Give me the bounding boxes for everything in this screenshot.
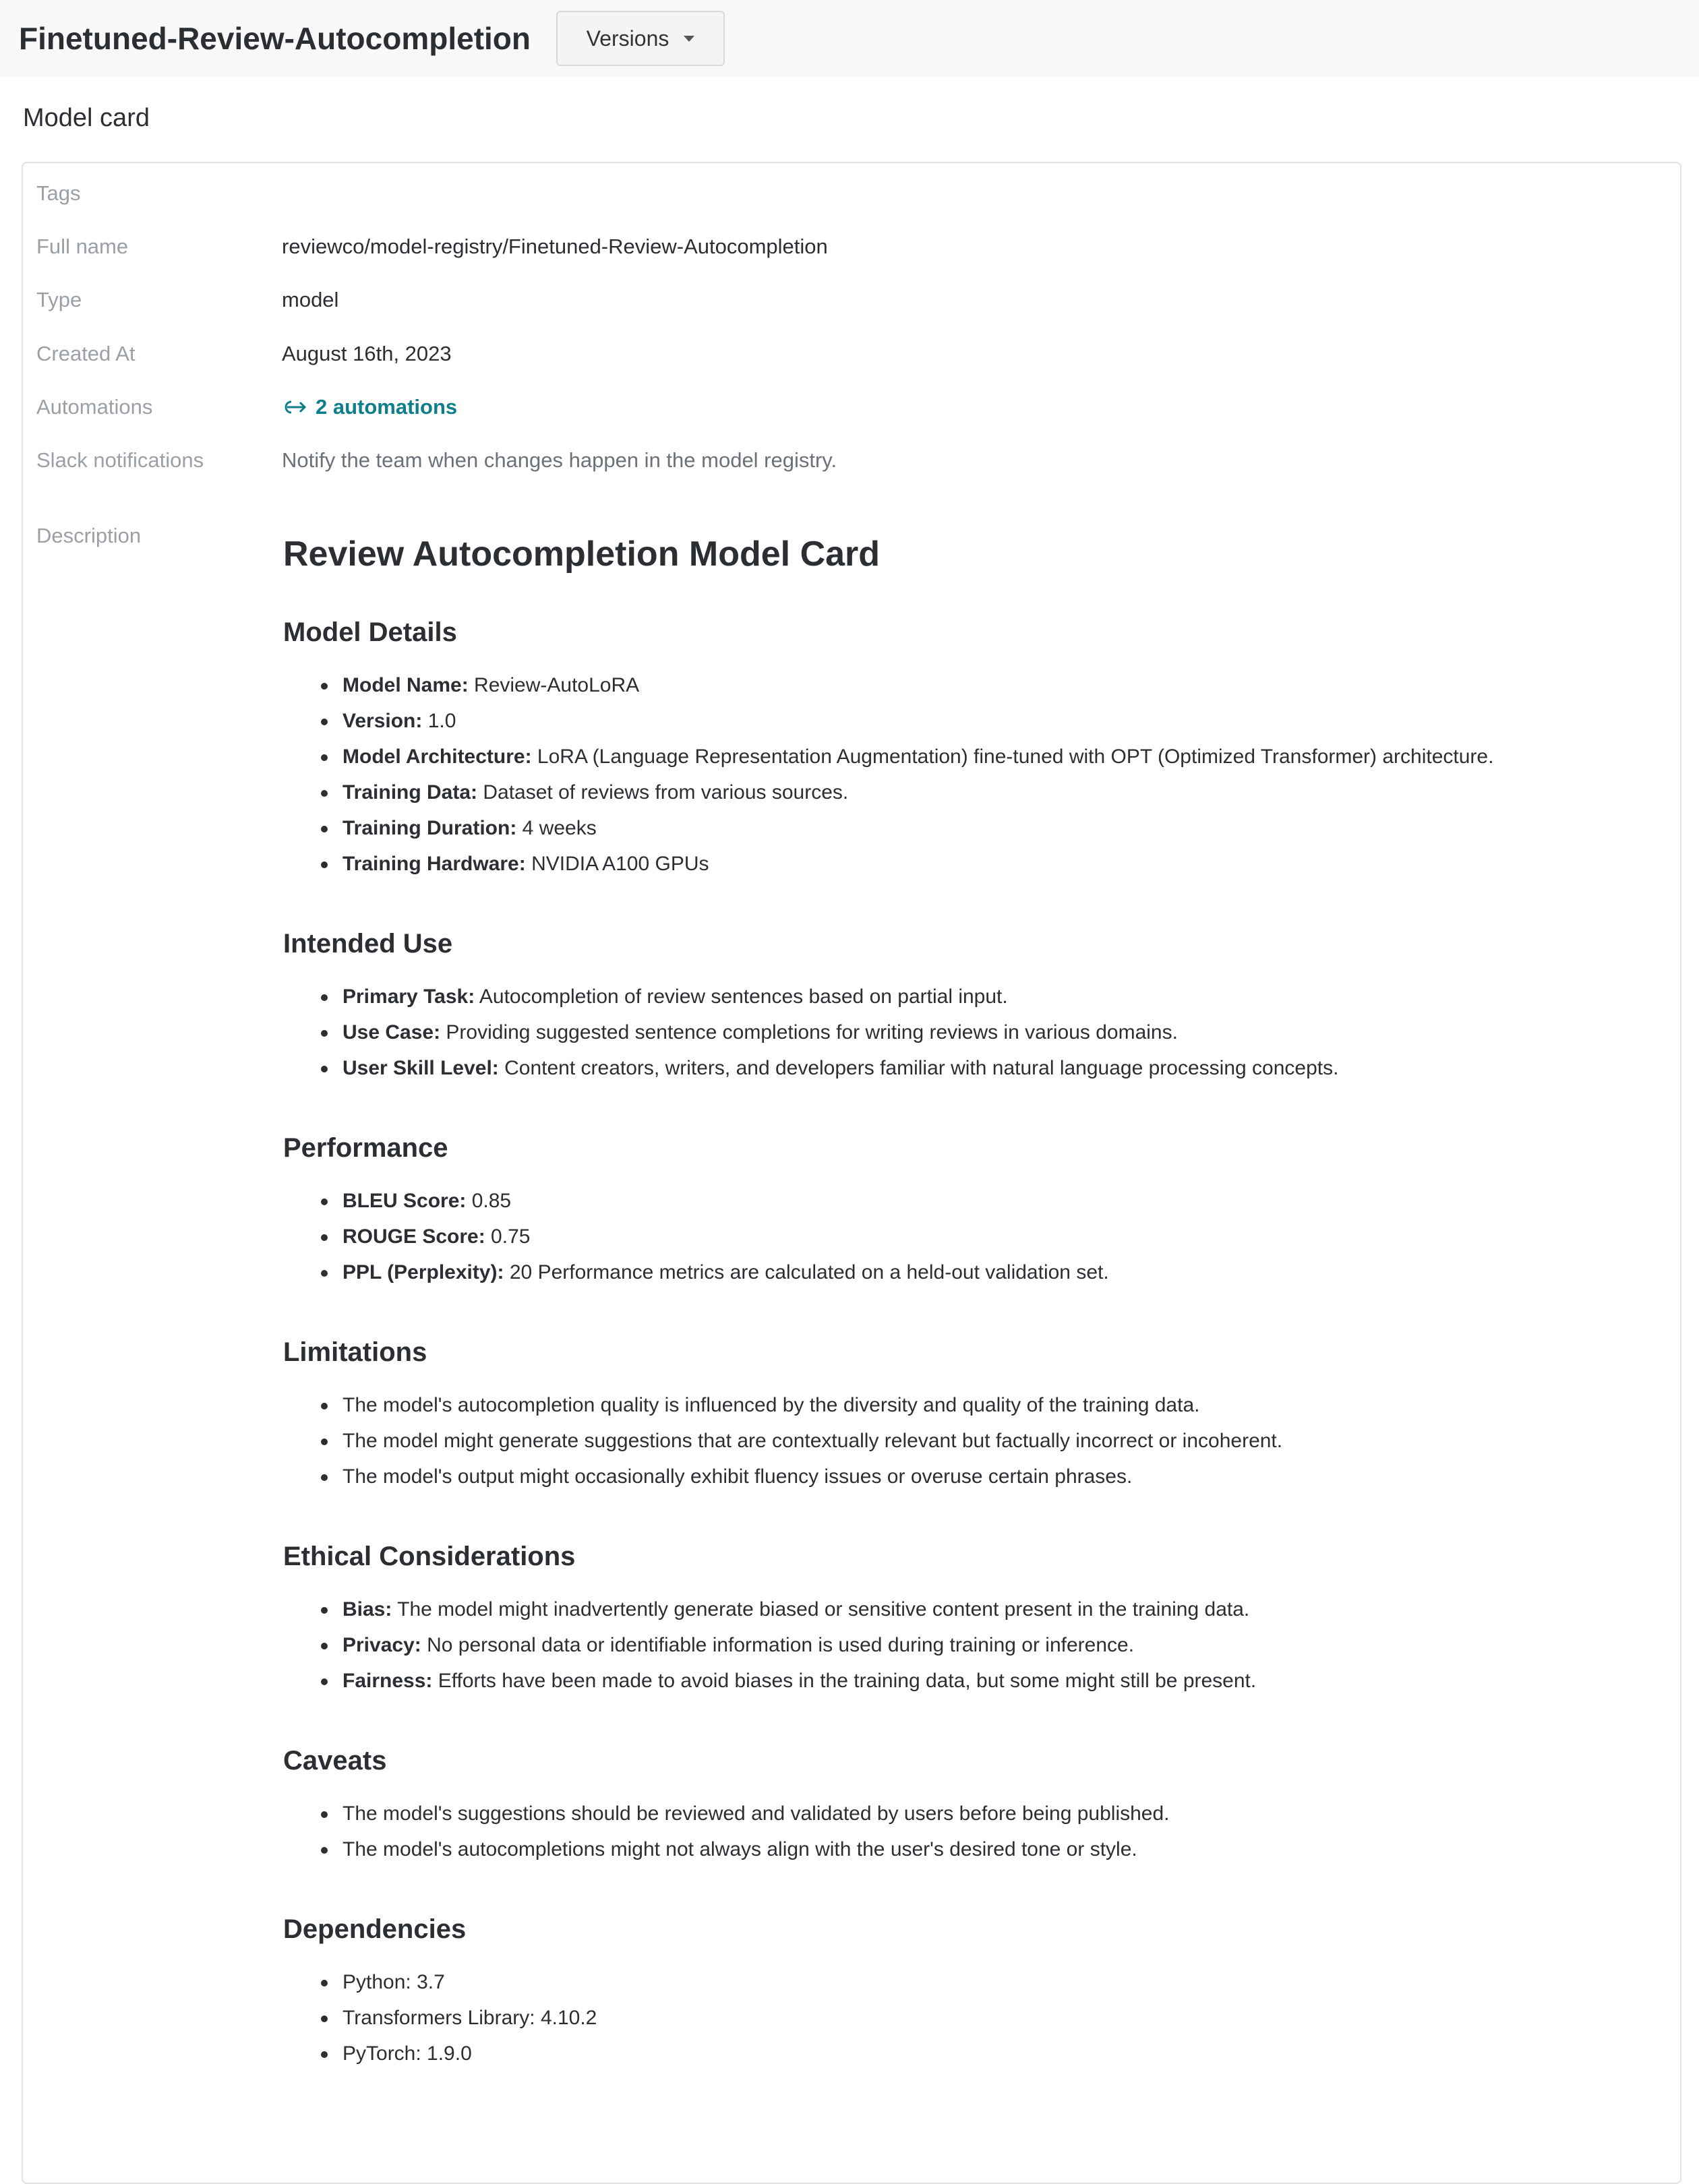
page-header: [0, 0, 1699, 77]
item-value: Python: 3.7: [342, 1971, 445, 1993]
list-item: [283, 1663, 1659, 1699]
automations-value: 2 automations: [316, 395, 458, 419]
item-value: PyTorch: 1.9.0: [342, 2042, 472, 2065]
item-value: The model's autocompletions might not always align with the user's desired tone or style.: [342, 1838, 1137, 1860]
list-item: [283, 1014, 1659, 1050]
item-value: 1.0: [422, 710, 456, 732]
list-item: [283, 2000, 1659, 2036]
bullet-list: [283, 1183, 1659, 1290]
item-value: Providing suggested sentence completions for writing reviews in various domains.: [440, 1021, 1178, 1043]
model-title: Finetuned-Review-Autocompletion: [19, 21, 531, 56]
automations-link[interactable]: [282, 395, 457, 419]
item-key: Model Name:: [342, 674, 469, 696]
description-title: Review Autocompletion Model Card: [283, 535, 881, 574]
item-value: NVIDIA A100 GPUs: [525, 853, 709, 875]
link-arrow-icon: [282, 398, 309, 417]
item-value: Review-AutoLoRA: [468, 674, 640, 696]
list-item: [283, 846, 1659, 882]
section-heading: Performance: [283, 1133, 448, 1163]
slack-value: Notify the team when changes happen in the model registry.: [282, 448, 837, 472]
item-value: The model's autocompletion quality is influenced by the diversity and quality of the training data.: [342, 1394, 1200, 1416]
item-key: Training Duration:: [342, 817, 517, 839]
list-item: [283, 810, 1659, 846]
list-item: [283, 2036, 1659, 2071]
created-value: August 16th, 2023: [282, 342, 452, 365]
item-value: Efforts have been made to avoid biases in the training data, but some might still be present.: [432, 1670, 1257, 1692]
list-item: [283, 1219, 1659, 1254]
item-value: The model might inadvertently generate biased or sensitive content present in the training data.: [392, 1598, 1250, 1620]
item-key: Primary Task:: [342, 985, 475, 1008]
versions-dropdown[interactable]: [556, 11, 725, 66]
bullet-list: [283, 667, 1659, 882]
item-value: The model might generate suggestions that are contextually relevant but factually incorrect or incoherent.: [342, 1430, 1283, 1452]
automations-label: Automations: [36, 395, 153, 419]
type-value: model: [282, 288, 339, 311]
section-heading: Limitations: [283, 1337, 427, 1367]
description-content: [283, 527, 1659, 2113]
section-heading: Model Details: [283, 617, 457, 647]
slack-label: Slack notifications: [36, 448, 204, 472]
bullet-list: [283, 1591, 1659, 1699]
tags-label: Tags: [36, 181, 81, 205]
section-heading: Caveats: [283, 1746, 387, 1776]
item-value: The model's suggestions should be reviewed and validated by users before being published.: [342, 1802, 1170, 1825]
item-key: PPL (Perplexity):: [342, 1261, 504, 1283]
item-value: Content creators, writers, and developers familiar with natural language processing concepts.: [498, 1057, 1339, 1079]
item-key: ROUGE Score:: [342, 1225, 485, 1248]
list-item: [283, 775, 1659, 810]
item-value: 0.85: [466, 1190, 512, 1212]
list-item: [283, 1183, 1659, 1219]
full-name-label: Full name: [36, 235, 129, 258]
item-key: Version:: [342, 710, 423, 732]
bullet-list: [283, 1964, 1659, 2071]
description-label: Description: [36, 524, 142, 547]
full-name-value: reviewco/model-registry/Finetuned-Review-Autocompletion: [282, 235, 828, 258]
item-value: Dataset of reviews from various sources.: [477, 781, 849, 803]
created-label: Created At: [36, 342, 136, 365]
list-item: [283, 1050, 1659, 1086]
section-heading: Ethical Considerations: [283, 1542, 576, 1571]
item-key: Privacy:: [342, 1634, 421, 1656]
item-value: Autocompletion of review sentences based on partial input.: [475, 985, 1008, 1008]
bullet-list: [283, 1387, 1659, 1494]
item-key: Training Data:: [342, 781, 478, 803]
item-value: 20 Performance metrics are calculated on a held-out validation set.: [504, 1261, 1109, 1283]
section-title: Model card: [23, 104, 150, 132]
list-item: [283, 739, 1659, 775]
item-key: Training Hardware:: [342, 853, 526, 875]
section-heading: Dependencies: [283, 1914, 467, 1944]
item-value: 0.75: [485, 1225, 531, 1248]
item-key: Model Architecture:: [342, 746, 532, 768]
list-item: [283, 1831, 1659, 1867]
list-item: [283, 979, 1659, 1014]
list-item: [283, 1627, 1659, 1663]
list-item: [283, 1423, 1659, 1459]
item-value: The model's output might occasionally exhibit fluency issues or overuse certain phrases.: [342, 1465, 1133, 1488]
item-key: Use Case:: [342, 1021, 441, 1043]
section-heading: Intended Use: [283, 929, 453, 959]
type-label: Type: [36, 288, 82, 311]
item-value: LoRA (Language Representation Augmentation) fine-tuned with OPT (Optimized Transformer) architecture.: [531, 746, 1494, 768]
bullet-list: [283, 979, 1659, 1086]
model-card: [22, 162, 1681, 2184]
item-value: Transformers Library: 4.10.2: [342, 2007, 597, 2029]
item-key: BLEU Score:: [342, 1190, 467, 1212]
bullet-list: [283, 1796, 1659, 1867]
list-item: [283, 1387, 1659, 1423]
list-item: [283, 1459, 1659, 1494]
list-item: [283, 1964, 1659, 2000]
item-key: User Skill Level:: [342, 1057, 499, 1079]
list-item: [283, 667, 1659, 703]
item-key: Bias:: [342, 1598, 392, 1620]
item-value: No personal data or identifiable information is used during training or inference.: [421, 1634, 1135, 1656]
item-key: Fairness:: [342, 1670, 433, 1692]
list-item: [283, 703, 1659, 739]
list-item: [283, 1796, 1659, 1831]
list-item: [283, 1591, 1659, 1627]
item-value: 4 weeks: [516, 817, 597, 839]
list-item: [283, 1254, 1659, 1290]
caret-down-icon: [684, 36, 694, 42]
versions-label: Versions: [586, 26, 669, 51]
